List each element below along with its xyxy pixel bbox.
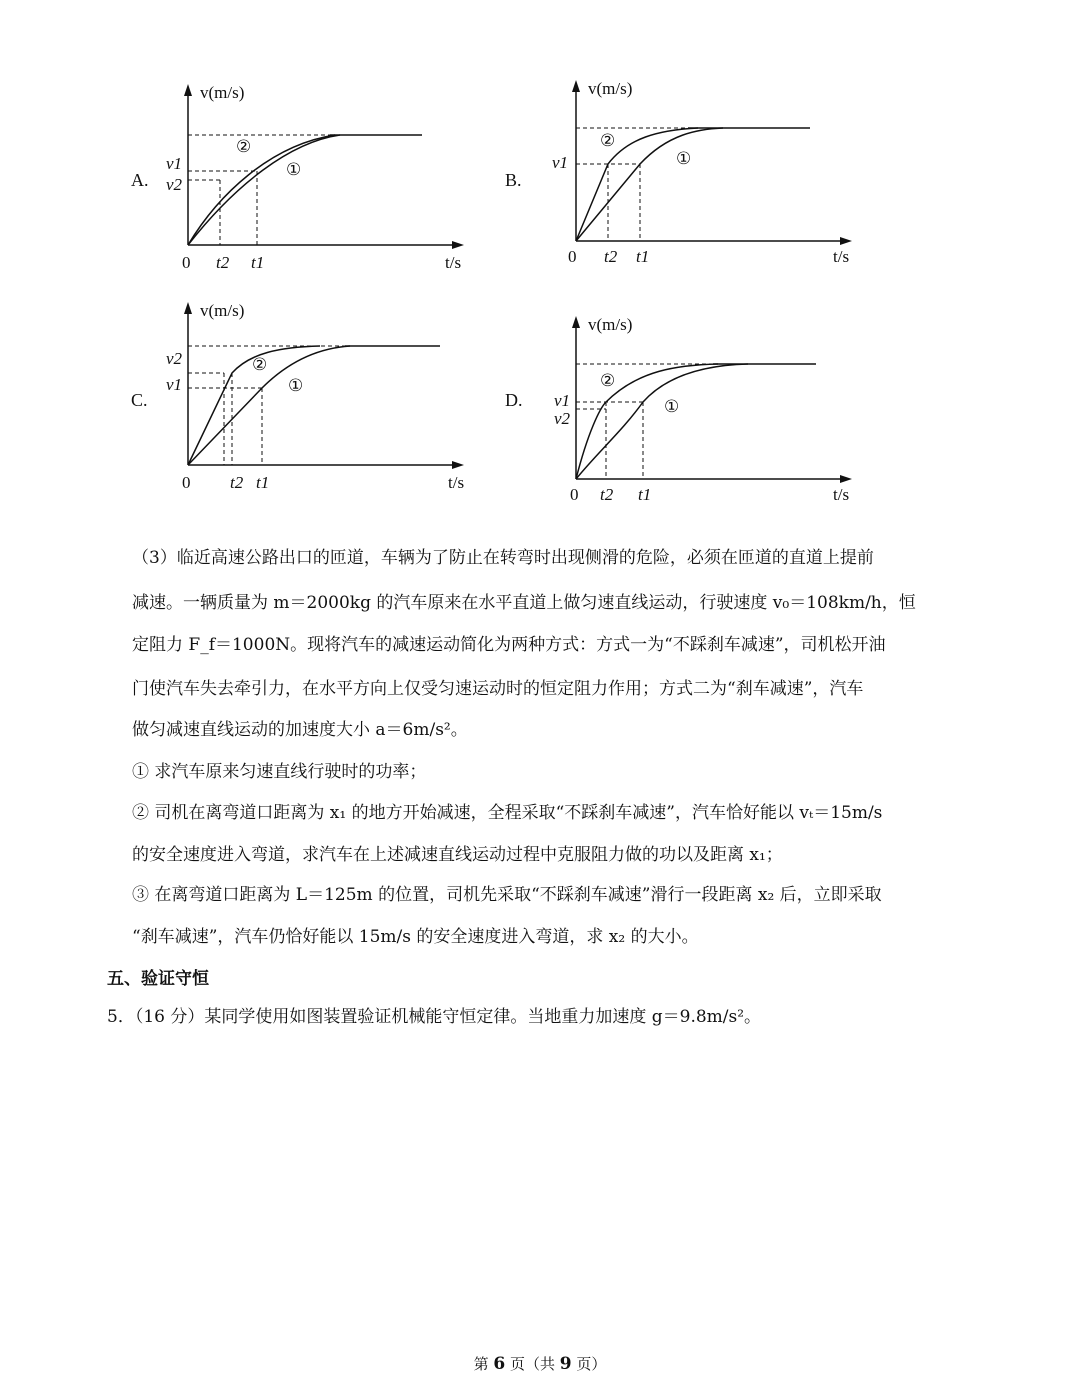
q3-line-3: 定阻力 F_f＝1000N。现将汽车的减速运动简化为两种方式：方式一为“不踩刹车减速”，司机松开油 (132, 635, 886, 655)
t-axis-arrow (452, 461, 464, 469)
curve-label-1: ① (676, 149, 692, 168)
curve-label-2: ② (236, 137, 252, 156)
curve-1 (576, 128, 723, 241)
q3-line-2: 减速。一辆质量为 m＝2000kg 的汽车原来在水平直道上做匀速直线运动，行驶速度 v₀＝108km/h，恒 (132, 593, 916, 613)
graph-b (548, 76, 868, 276)
graph-a-svg (160, 80, 480, 280)
t-tick-label: t2 (600, 485, 614, 504)
t-tick-label: t1 (251, 253, 265, 272)
footer-page-number: 6 (493, 1354, 506, 1374)
graph-b-svg (548, 76, 868, 276)
v-axis-arrow (184, 84, 192, 96)
v-axis-label: v(m/s) (588, 315, 633, 334)
curve-label-1: ① (288, 376, 304, 395)
t-tick-label: t2 (604, 247, 618, 266)
q3-line-5: 做匀减速直线运动的加速度大小 a＝6m/s²。 (132, 720, 468, 740)
curve-label-2: ② (252, 355, 268, 374)
t-axis-label: t/s (448, 473, 465, 492)
t-tick-label: t2 (216, 253, 230, 272)
v-tick-label: v1 (166, 375, 183, 394)
origin-label: 0 (570, 485, 579, 504)
v-tick-label: v2 (166, 349, 183, 368)
curve-label-2: ② (600, 371, 616, 390)
v-tick-label: v1 (552, 153, 569, 172)
t-axis-label: t/s (833, 247, 850, 266)
v-axis-label: v(m/s) (588, 79, 633, 98)
q3-sub1: ① 求汽车原来匀速直线行驶时的功率； (132, 762, 427, 782)
q3-line-4: 门使汽车失去牵引力，在水平方向上仅受匀速运动时的恒定阻力作用；方式二为“刹车减速”，汽车 (132, 679, 864, 699)
t-axis-arrow (840, 475, 852, 483)
v-tick-label: v1 (166, 154, 183, 173)
curve-2 (576, 364, 718, 479)
curve-1 (188, 135, 340, 245)
section-title: 五、验证守恒 (107, 969, 209, 989)
t-axis-arrow (452, 241, 464, 249)
v-axis-arrow (184, 302, 192, 314)
t-axis-arrow (840, 237, 852, 245)
graph-c (160, 298, 480, 498)
t-tick-label: t1 (638, 485, 652, 504)
curve-label-1: ① (286, 160, 302, 179)
footer-prefix: 第 (473, 1355, 489, 1373)
option-label-b: B. (505, 170, 522, 190)
t-axis-label: t/s (833, 485, 850, 504)
q3-sub3-line-2: “刹车减速”，汽车仍恰好能以 15m/s 的安全速度进入弯道，求 x₂ 的大小。 (132, 927, 699, 947)
origin-label: 0 (182, 473, 191, 492)
page-footer (0, 1353, 1080, 1374)
v-axis-label: v(m/s) (200, 301, 245, 320)
v-tick-label: v1 (554, 391, 571, 410)
curve-label-1: ① (664, 397, 680, 416)
footer-mid: 页（共 (509, 1355, 555, 1373)
q3-line-1: （3）临近高速公路出口的匝道，车辆为了防止在转弯时出现侧滑的危险，必须在匝道的直道上提前 (132, 548, 874, 568)
curve-label-2: ② (600, 131, 616, 150)
question-5: 5．（16 分）某同学使用如图装置验证机械能守恒定律。当地重力加速度 g＝9.8m/s²。 (107, 1007, 762, 1027)
q3-sub2-line-1: ② 司机在离弯道口距离为 x₁ 的地方开始减速，全程采取“不踩刹车减速”，汽车恰好能以 vₜ＝15m/s (132, 803, 883, 823)
v-tick-label: v2 (554, 409, 571, 428)
option-label-d: D. (505, 390, 523, 410)
v-axis-arrow (572, 80, 580, 92)
q3-sub2-line-2: 的安全速度进入弯道，求汽车在上述减速直线运动过程中克服阻力做的功以及距离 x₁； (132, 845, 783, 865)
graph-c-svg (160, 298, 480, 498)
graph-d (548, 312, 868, 512)
origin-label: 0 (182, 253, 191, 272)
v-axis-label: v(m/s) (200, 83, 245, 102)
option-label-a: A. (131, 170, 149, 190)
graph-d-svg (548, 312, 868, 512)
v-tick-label: v2 (166, 175, 183, 194)
q3-sub3-line-1: ③ 在离弯道口距离为 L＝125m 的位置，司机先采取“不踩刹车减速”滑行一段距离 x₂ 后，立即采取 (132, 885, 882, 905)
t-axis-label: t/s (445, 253, 462, 272)
t-tick-label: t2 (230, 473, 244, 492)
graph-a (160, 80, 480, 280)
t-tick-label: t1 (636, 247, 650, 266)
footer-total-pages: 9 (559, 1354, 572, 1374)
t-tick-label: t1 (256, 473, 270, 492)
footer-suffix: 页） (576, 1355, 607, 1373)
curve-1 (188, 346, 350, 465)
curve-2 (188, 135, 335, 245)
origin-label: 0 (568, 247, 577, 266)
curve-2 (576, 128, 698, 241)
v-axis-arrow (572, 316, 580, 328)
option-label-c: C. (131, 390, 148, 410)
